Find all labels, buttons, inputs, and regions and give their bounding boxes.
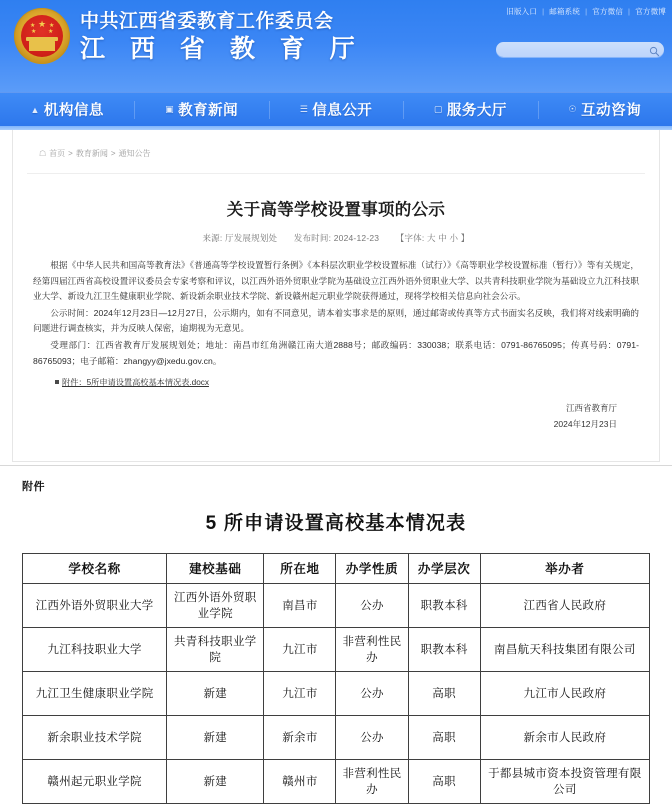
- nav-item-interactive-consult[interactable]: [538, 93, 672, 126]
- nav-item-label: 服务大厅: [446, 103, 507, 119]
- cell-nature: 公办: [336, 672, 408, 716]
- home-icon: ☖: [39, 149, 47, 158]
- nav-item-label: 信息公开: [312, 103, 373, 119]
- cell-organizer: 江西省人民政府: [480, 584, 649, 628]
- cell-nature: 公办: [336, 584, 408, 628]
- nav-item-label: 机构信息: [43, 103, 104, 119]
- cell-level: 职教本科: [408, 628, 480, 672]
- breadcrumb-level3[interactable]: 通知公告: [118, 149, 151, 158]
- table-row: [23, 584, 650, 628]
- cell-location: 新余市: [264, 716, 336, 760]
- cell-foundation: 新建: [167, 672, 264, 716]
- org-name-line1: 中共江西省委教育工作委员会: [80, 11, 334, 32]
- attachment-label: 附件：: [62, 378, 87, 388]
- nav-item-label: 教育新闻: [178, 103, 239, 119]
- chat-icon: ☉: [568, 104, 578, 114]
- org-icon: ▲: [30, 104, 40, 115]
- cell-foundation: 新建: [167, 716, 264, 760]
- fontsize-close-bracket: 】: [460, 233, 470, 243]
- cell-level: 高职: [408, 672, 480, 716]
- cell-school-name: 江西外语外贸职业大学: [23, 584, 167, 628]
- fontsize-label: 【字体:: [395, 233, 425, 243]
- list-icon: ☰: [299, 104, 309, 114]
- bullet-icon: [55, 380, 59, 384]
- cell-location: 赣州市: [264, 760, 336, 804]
- source-value: 厅发展规划处: [225, 233, 278, 243]
- main-navigation: [0, 92, 672, 126]
- page-wrapper: [0, 130, 672, 462]
- site-brand[interactable]: [14, 8, 364, 64]
- cell-location: 南昌市: [264, 584, 336, 628]
- article-body: [27, 244, 645, 369]
- article-card: [12, 130, 660, 462]
- cell-school-name: 九江科技职业大学: [23, 628, 167, 672]
- table-row: [23, 672, 650, 716]
- cell-nature: 非营利性民办: [336, 760, 408, 804]
- link-separator: |: [585, 7, 588, 16]
- article-meta: [27, 220, 645, 244]
- top-link-mail-system[interactable]: 邮箱系统: [549, 7, 581, 16]
- org-name-line2: 江 西 省 教 育 厅: [80, 35, 364, 63]
- signature-date: 2024年12月23日: [553, 419, 617, 430]
- breadcrumb-separator: >: [68, 149, 73, 158]
- nav-item-information-disclosure[interactable]: [269, 93, 403, 126]
- cell-location: 九江市: [264, 628, 336, 672]
- cell-level: 职教本科: [408, 584, 480, 628]
- cell-organizer: 于都县城市资本投资管理有限公司: [480, 760, 649, 804]
- fontsize-large-button[interactable]: 大: [427, 233, 436, 243]
- attachment-link[interactable]: [62, 378, 209, 387]
- cell-organizer: 南昌航天科技集团有限公司: [480, 628, 649, 672]
- attachment-heading: 附件: [22, 481, 45, 493]
- schools-table: [22, 553, 650, 804]
- attachment-filename: 5所申请设置高校基本情况表.docx: [86, 378, 209, 388]
- link-separator: |: [542, 7, 545, 16]
- top-utility-links: [506, 6, 666, 17]
- cell-nature: 非营利性民办: [336, 628, 408, 672]
- cell-organizer: 九江市人民政府: [480, 672, 649, 716]
- source-label: 来源:: [202, 233, 223, 243]
- cell-foundation: 江西外语外贸职业学院: [167, 584, 264, 628]
- cell-organizer: 新余市人民政府: [480, 716, 649, 760]
- signature-org: 江西省教育厅: [565, 403, 617, 414]
- column-header-level: 办学层次: [408, 554, 480, 584]
- nav-item-org-info[interactable]: [0, 93, 134, 126]
- search-box[interactable]: [496, 42, 664, 57]
- article-title: 关于高等学校设置事项的公示: [226, 201, 446, 219]
- top-link-weibo[interactable]: 官方微博: [635, 7, 666, 16]
- breadcrumb-home[interactable]: 首页: [49, 149, 66, 158]
- cell-foundation: 共青科技职业学院: [167, 628, 264, 672]
- article-paragraph: 根据《中华人民共和国高等教育法》《普通高等学校设置暂行条例》《本科层次职业学校设置标准（试行）》《高等职业学校设置标准（暂行）》等有关规定，经第四届江西省高校设置评议委员会专家考察和评议，以江西外语外贸职业学院为基础设立江西外语外贸职业大学、以共青科技职业学院为基础设立九江科技职业大学、新设九江卫生健康职业学院、新设新余职业技术学院、新设赣州起元职业学院获得通过，现将学校相关信息向社会公示。: [33, 260, 639, 302]
- table-row: [23, 628, 650, 672]
- article-paragraph: 受理部门：江西省教育厅发展规划处；地址：南昌市红角洲赣江南大道2888号；邮政编码：330038；联系电话：0791-86765095；传真号码：0791-86765093；电子邮箱：zhangyy@jxedu.gov.cn。: [33, 339, 639, 366]
- fontsize-medium-button[interactable]: 中: [438, 233, 447, 243]
- column-header-nature: 办学性质: [336, 554, 408, 584]
- national-emblem-icon: ★ ★ ★ ★ ★: [14, 8, 70, 64]
- breadcrumb: [27, 130, 645, 174]
- breadcrumb-level2[interactable]: 教育新闻: [75, 149, 108, 158]
- column-header-location: 所在地: [264, 554, 336, 584]
- top-link-wechat[interactable]: 官方微信: [592, 7, 624, 16]
- cell-level: 高职: [408, 760, 480, 804]
- fontsize-small-button[interactable]: 小: [449, 233, 459, 243]
- attachment-row: [27, 370, 645, 388]
- cell-foundation: 新建: [167, 760, 264, 804]
- cell-level: 高职: [408, 716, 480, 760]
- article-paragraph: 公示时间：2024年12月23日—12月27日，公示期内，如有不同意见，请本着实事求是的原则，通过邮寄或传真等方式书面实名反映，我们将对线索明确的问题进行调查核实，并为反映人保密，逾期视为无意见。: [33, 307, 639, 334]
- cell-nature: 公办: [336, 716, 408, 760]
- table-title: 5 所申请设置高校基本情况表: [205, 513, 467, 534]
- publish-date-value: 2024-12-23: [333, 233, 380, 243]
- search-input[interactable]: [496, 45, 664, 60]
- cell-school-name: 九江卫生健康职业学院: [23, 672, 167, 716]
- news-icon: ▣: [165, 104, 175, 114]
- nav-item-education-news[interactable]: [134, 93, 268, 126]
- publish-date-label: 发布时间:: [293, 233, 332, 243]
- attachment-document: [0, 465, 672, 808]
- nav-item-label: 互动咨询: [581, 103, 642, 119]
- column-header-school-name: 学校名称: [23, 554, 167, 584]
- site-header: [0, 0, 672, 92]
- table-header-row: [23, 554, 650, 584]
- search-icon[interactable]: [649, 44, 660, 55]
- service-icon: ▢: [433, 104, 443, 114]
- table-row: [23, 716, 650, 760]
- link-separator: |: [628, 7, 631, 16]
- article-signature: [27, 388, 645, 432]
- column-header-organizer: 举办者: [480, 554, 649, 584]
- column-header-foundation: 建校基础: [167, 554, 264, 584]
- cell-school-name: 赣州起元职业学院: [23, 760, 167, 804]
- breadcrumb-separator: >: [110, 149, 116, 158]
- top-link-old-site[interactable]: 旧版入口: [506, 7, 538, 16]
- cell-location: 九江市: [264, 672, 336, 716]
- table-row: [23, 760, 650, 804]
- cell-school-name: 新余职业技术学院: [23, 716, 167, 760]
- nav-item-service-hall[interactable]: [403, 93, 537, 126]
